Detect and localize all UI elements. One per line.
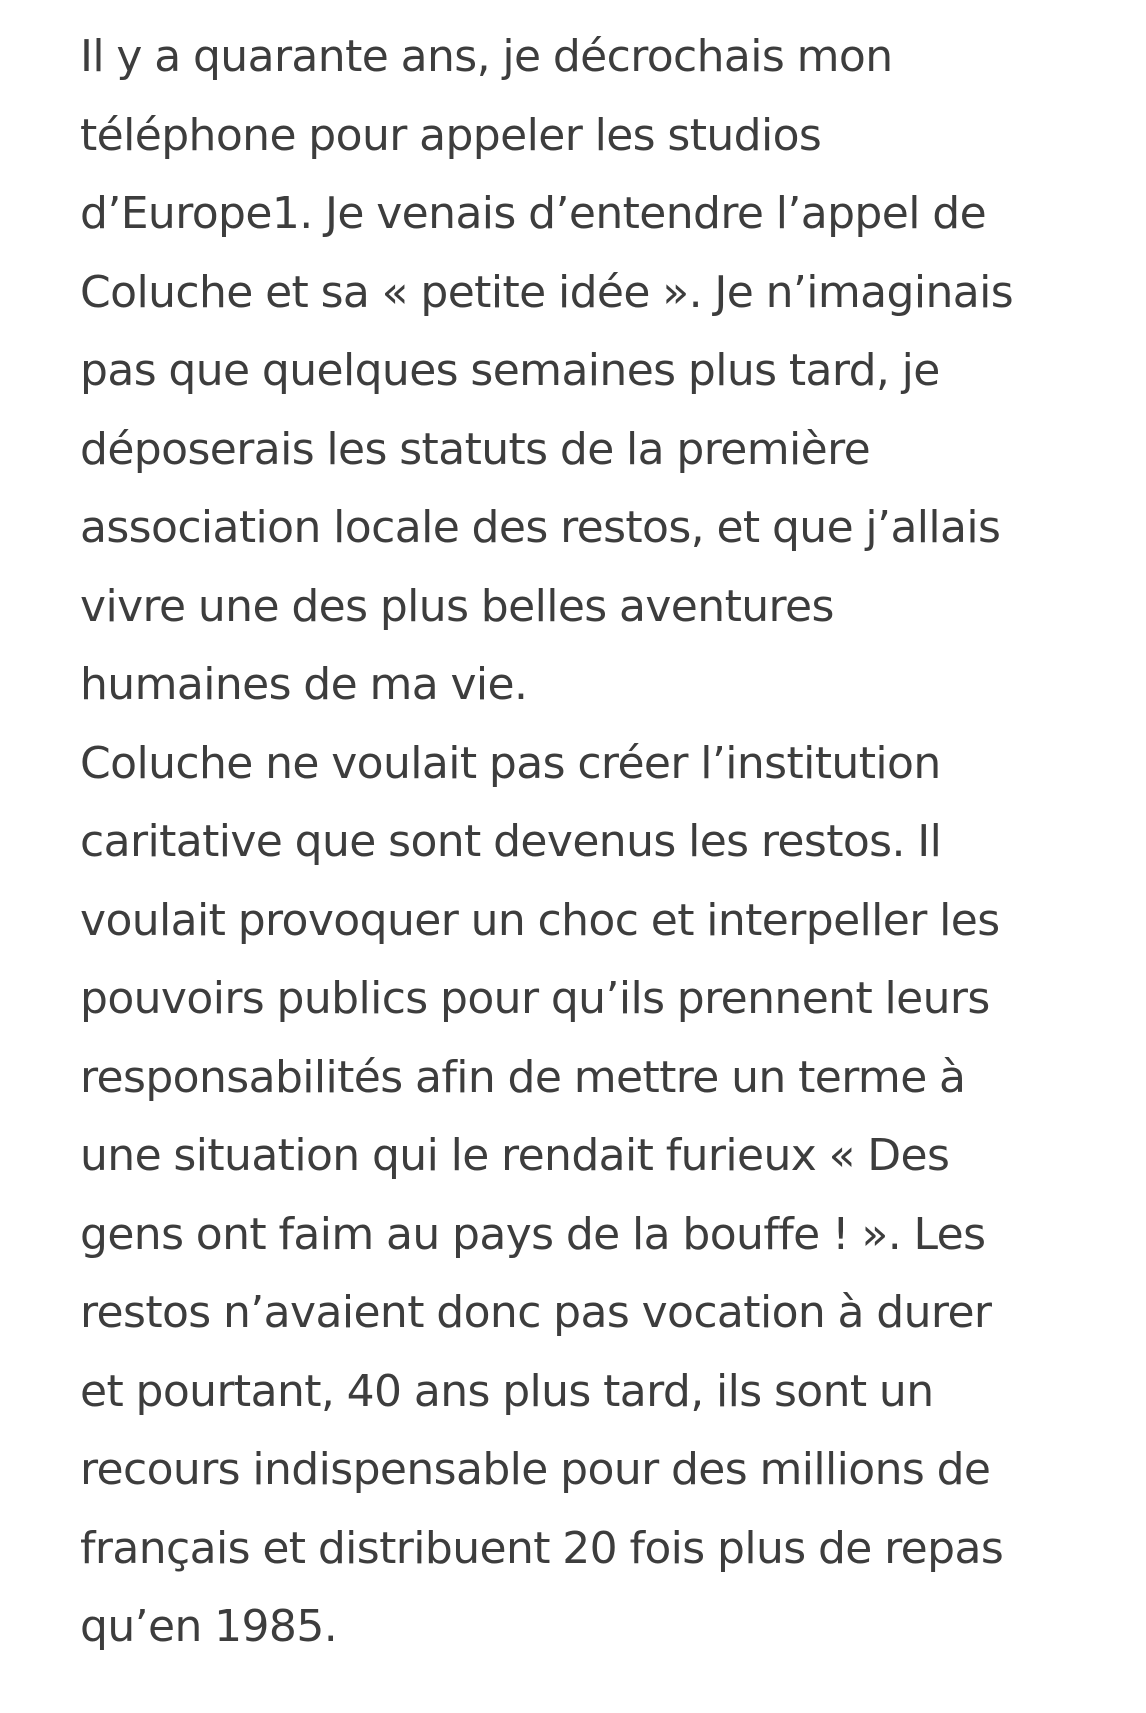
text-line: qu’en 1985.: [80, 1601, 338, 1652]
text-line: restos n’avaient donc pas vocation à durer: [80, 1287, 992, 1338]
text-line: déposerais les statuts de la première: [80, 423, 871, 475]
text-line: gens ont faim au pays de la bouffe ! ». Les: [80, 1208, 986, 1260]
text-line: humaines de ma vie.: [80, 659, 528, 710]
text-line: pouvoirs publics pour qu’ils prennent leurs: [80, 973, 990, 1024]
text-line: et pourtant, 40 ans plus tard, ils sont un: [80, 1365, 934, 1417]
text-line: pas que quelques semaines plus tard, je: [80, 345, 940, 396]
text-line: une situation qui le rendait furieux « Des: [80, 1130, 950, 1181]
text-line: responsabilités afin de mettre un terme à: [80, 1051, 966, 1103]
text-line: voulait provoquer un choc et interpeller les: [80, 894, 1000, 946]
text-line: d’Europe1. Je venais d’entendre l’appel de: [80, 188, 987, 239]
text-line: français et distribuent 20 fois plus de repas: [80, 1522, 1004, 1574]
text-line: caritative que sont devenus les restos. Il: [80, 816, 942, 867]
text-line: Il y a quarante ans, je décrochais mon: [80, 31, 893, 82]
text-line: recours indispensable pour des millions de: [80, 1444, 991, 1495]
text-line: Coluche et sa « petite idée ». Je n’imaginais: [80, 266, 1014, 318]
text-line: association locale des restos, et que j’allais: [80, 502, 1001, 553]
text-line: Coluche ne voulait pas créer l’institution: [80, 737, 941, 789]
text-line: téléphone pour appeler les studios: [80, 109, 822, 161]
text-line: vivre une des plus belles aventures: [80, 580, 834, 632]
document-text: [80, 18, 1130, 1667]
